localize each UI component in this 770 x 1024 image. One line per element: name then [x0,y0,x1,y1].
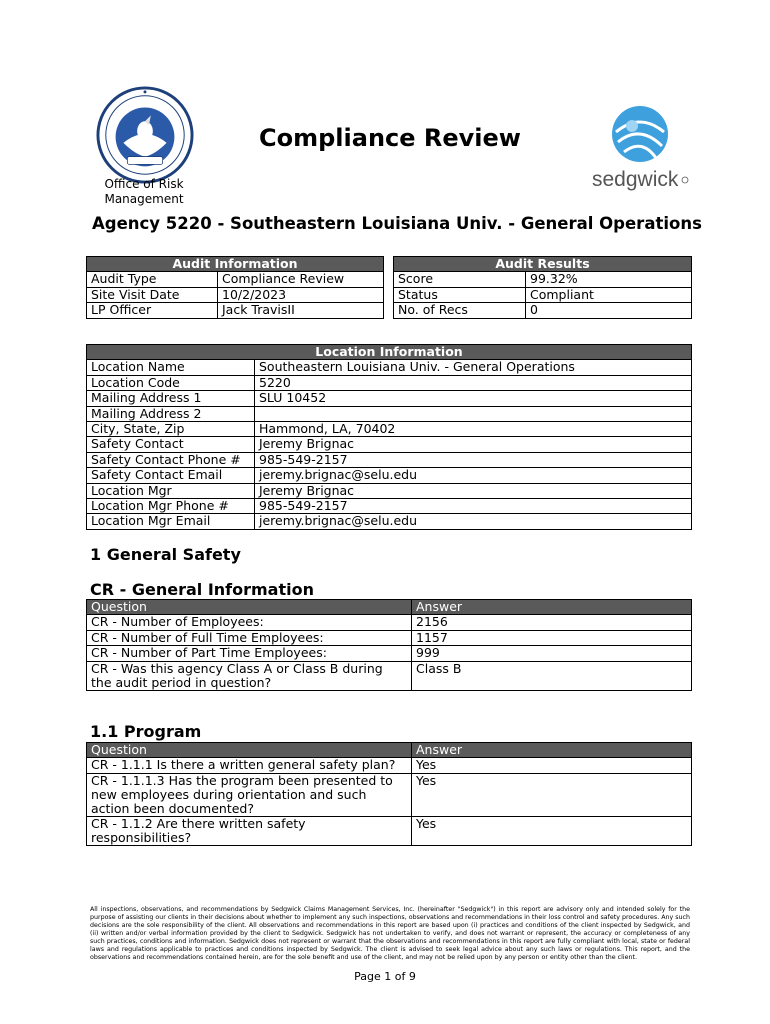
program-table [86,742,692,846]
table-row [87,406,692,421]
answer-cell: 999 [412,646,692,661]
recs-count-value: 0 [526,303,692,318]
lp-officer-value: Jack TravisII [218,303,384,318]
table-row [87,483,692,498]
safety-contact-phone-value: 985-549-2157 [255,452,692,467]
sedgwick-logo [590,102,690,196]
question-cell: CR - 1.1.2 Are there written safety responsibilities? [87,816,412,845]
table-row [87,421,692,436]
table-row [87,272,384,287]
mailing-address-1-value: SLU 10452 [255,391,692,406]
recs-count-label: No. of Recs [394,303,526,318]
audit-type-value: Compliance Review [218,272,384,287]
page-number: Page 1 of 9 [354,970,416,983]
audit-results-heading: Audit Results [394,257,692,272]
lp-officer-label: LP Officer [87,303,218,318]
table-row [87,630,692,645]
question-cell: CR - Was this agency Class A or Class B during the audit period in question? [87,661,412,690]
table-row [87,437,692,452]
answer-column-header: Answer [412,743,692,758]
table-row [87,303,384,318]
table-row [87,773,692,816]
table-row [394,303,692,318]
safety-contact-value: Jeremy Brignac [255,437,692,452]
table-row [87,661,692,690]
table-header-row [87,600,692,615]
location-code-label: Location Code [87,375,255,390]
status-label: Status [394,287,526,302]
score-value: 99.32% [526,272,692,287]
question-column-header: Question [87,743,412,758]
general-information-table [86,599,692,691]
org-name-line2: Management [104,192,184,206]
table-row [87,391,692,406]
question-cell: CR - Number of Employees: [87,615,412,630]
safety-contact-email-value: jeremy.brignac@selu.edu [255,468,692,483]
table-row [87,615,692,630]
audit-information-heading: Audit Information [87,257,384,272]
mailing-address-1-label: Mailing Address 1 [87,391,255,406]
question-column-header: Question [87,600,412,615]
subsection-heading-general-information: CR - General Information [90,580,314,599]
document-title: Compliance Review [259,124,521,152]
location-name-value: Southeastern Louisiana Univ. - General Operations [255,360,692,375]
table-row [87,816,692,845]
location-mgr-value: Jeremy Brignac [255,483,692,498]
city-state-zip-value: Hammond, LA, 70402 [255,421,692,436]
agency-title: Agency 5220 - Southeastern Louisiana Univ. - General Operations [92,214,702,233]
location-mgr-label: Location Mgr [87,483,255,498]
table-row [87,375,692,390]
location-name-label: Location Name [87,360,255,375]
table-row [87,514,692,529]
city-state-zip-label: City, State, Zip [87,421,255,436]
section-heading-program: 1.1 Program [90,722,202,741]
org-name-line1: Office of Risk [104,177,184,191]
mailing-address-2-value [255,406,692,421]
site-visit-date-label: Site Visit Date [87,287,218,302]
audit-type-label: Audit Type [87,272,218,287]
table-row [87,287,384,302]
question-cell: CR - 1.1.1.3 Has the program been presented to new employees during orientation and such action been documented? [87,773,412,816]
table-row [87,758,692,773]
safety-contact-email-label: Safety Contact Email [87,468,255,483]
table-row [87,498,692,513]
answer-column-header: Answer [412,600,692,615]
audit-information-table [86,256,384,319]
location-mgr-phone-value: 985-549-2157 [255,498,692,513]
site-visit-date-value: 10/2/2023 [218,287,384,302]
table-row [87,360,692,375]
table-header-row [87,743,692,758]
question-cell: CR - Number of Full Time Employees: [87,630,412,645]
section-heading-general-safety: 1 General Safety [90,545,241,564]
location-mgr-email-label: Location Mgr Email [87,514,255,529]
status-value: Compliant [526,287,692,302]
legal-disclaimer: All inspections, observations, and recommendations by Sedgwick Claims Management Services, Inc. (hereinafter "Sedgwick") in this report are advisory only and intended solely for the purpose of assisting our clients in their decisions about whether to implement any such inspections, observations and recommendations in their loss control and safety procedures. Any such decisions are the sole responsibility of the client. All observations and recommendations in this report are based upon (i) practices and conditions of the client inspected by Sedgwick, and (ii) written and/or verbal information provided by the client to Sedgwick. Sedgwick has not undertaken to verify, and does not warrant or represent, the accuracy or completeness of any such practices, conditions and information. Sedgwick does not represent or warrant that the observations and recommendations in this report are fully compliant with local, state or federal laws and regulations applicable to practices and conditions inspected by Sedgwick. The client is advised to seek legal advice about any such laws or regulations. This report, and the observations and recommendations contained herein, are for the sole benefit and use of the client, and may not be relied upon by any person or entity other than the client. [90,906,690,961]
table-row [394,272,692,287]
answer-cell: Class B [412,661,692,690]
safety-contact-label: Safety Contact [87,437,255,452]
table-row [87,452,692,467]
audit-results-table [393,256,692,319]
score-label: Score [394,272,526,287]
location-code-value: 5220 [255,375,692,390]
location-mgr-phone-label: Location Mgr Phone # [87,498,255,513]
location-information-heading: Location Information [87,345,692,360]
answer-cell: 1157 [412,630,692,645]
question-cell: CR - Number of Part Time Employees: [87,646,412,661]
org-name [84,177,204,207]
table-row [87,646,692,661]
answer-cell: 2156 [412,615,692,630]
safety-contact-phone-label: Safety Contact Phone # [87,452,255,467]
location-mgr-email-value: jeremy.brignac@selu.edu [255,514,692,529]
table-row [394,287,692,302]
svg-text:sedgwick: sedgwick [592,168,679,191]
answer-cell: Yes [412,773,692,816]
question-cell: CR - 1.1.1 Is there a written general safety plan? [87,758,412,773]
location-information-table [86,344,692,530]
mailing-address-2-label: Mailing Address 2 [87,406,255,421]
answer-cell: Yes [412,758,692,773]
answer-cell: Yes [412,816,692,845]
louisiana-seal-logo [96,86,194,184]
table-row [87,468,692,483]
